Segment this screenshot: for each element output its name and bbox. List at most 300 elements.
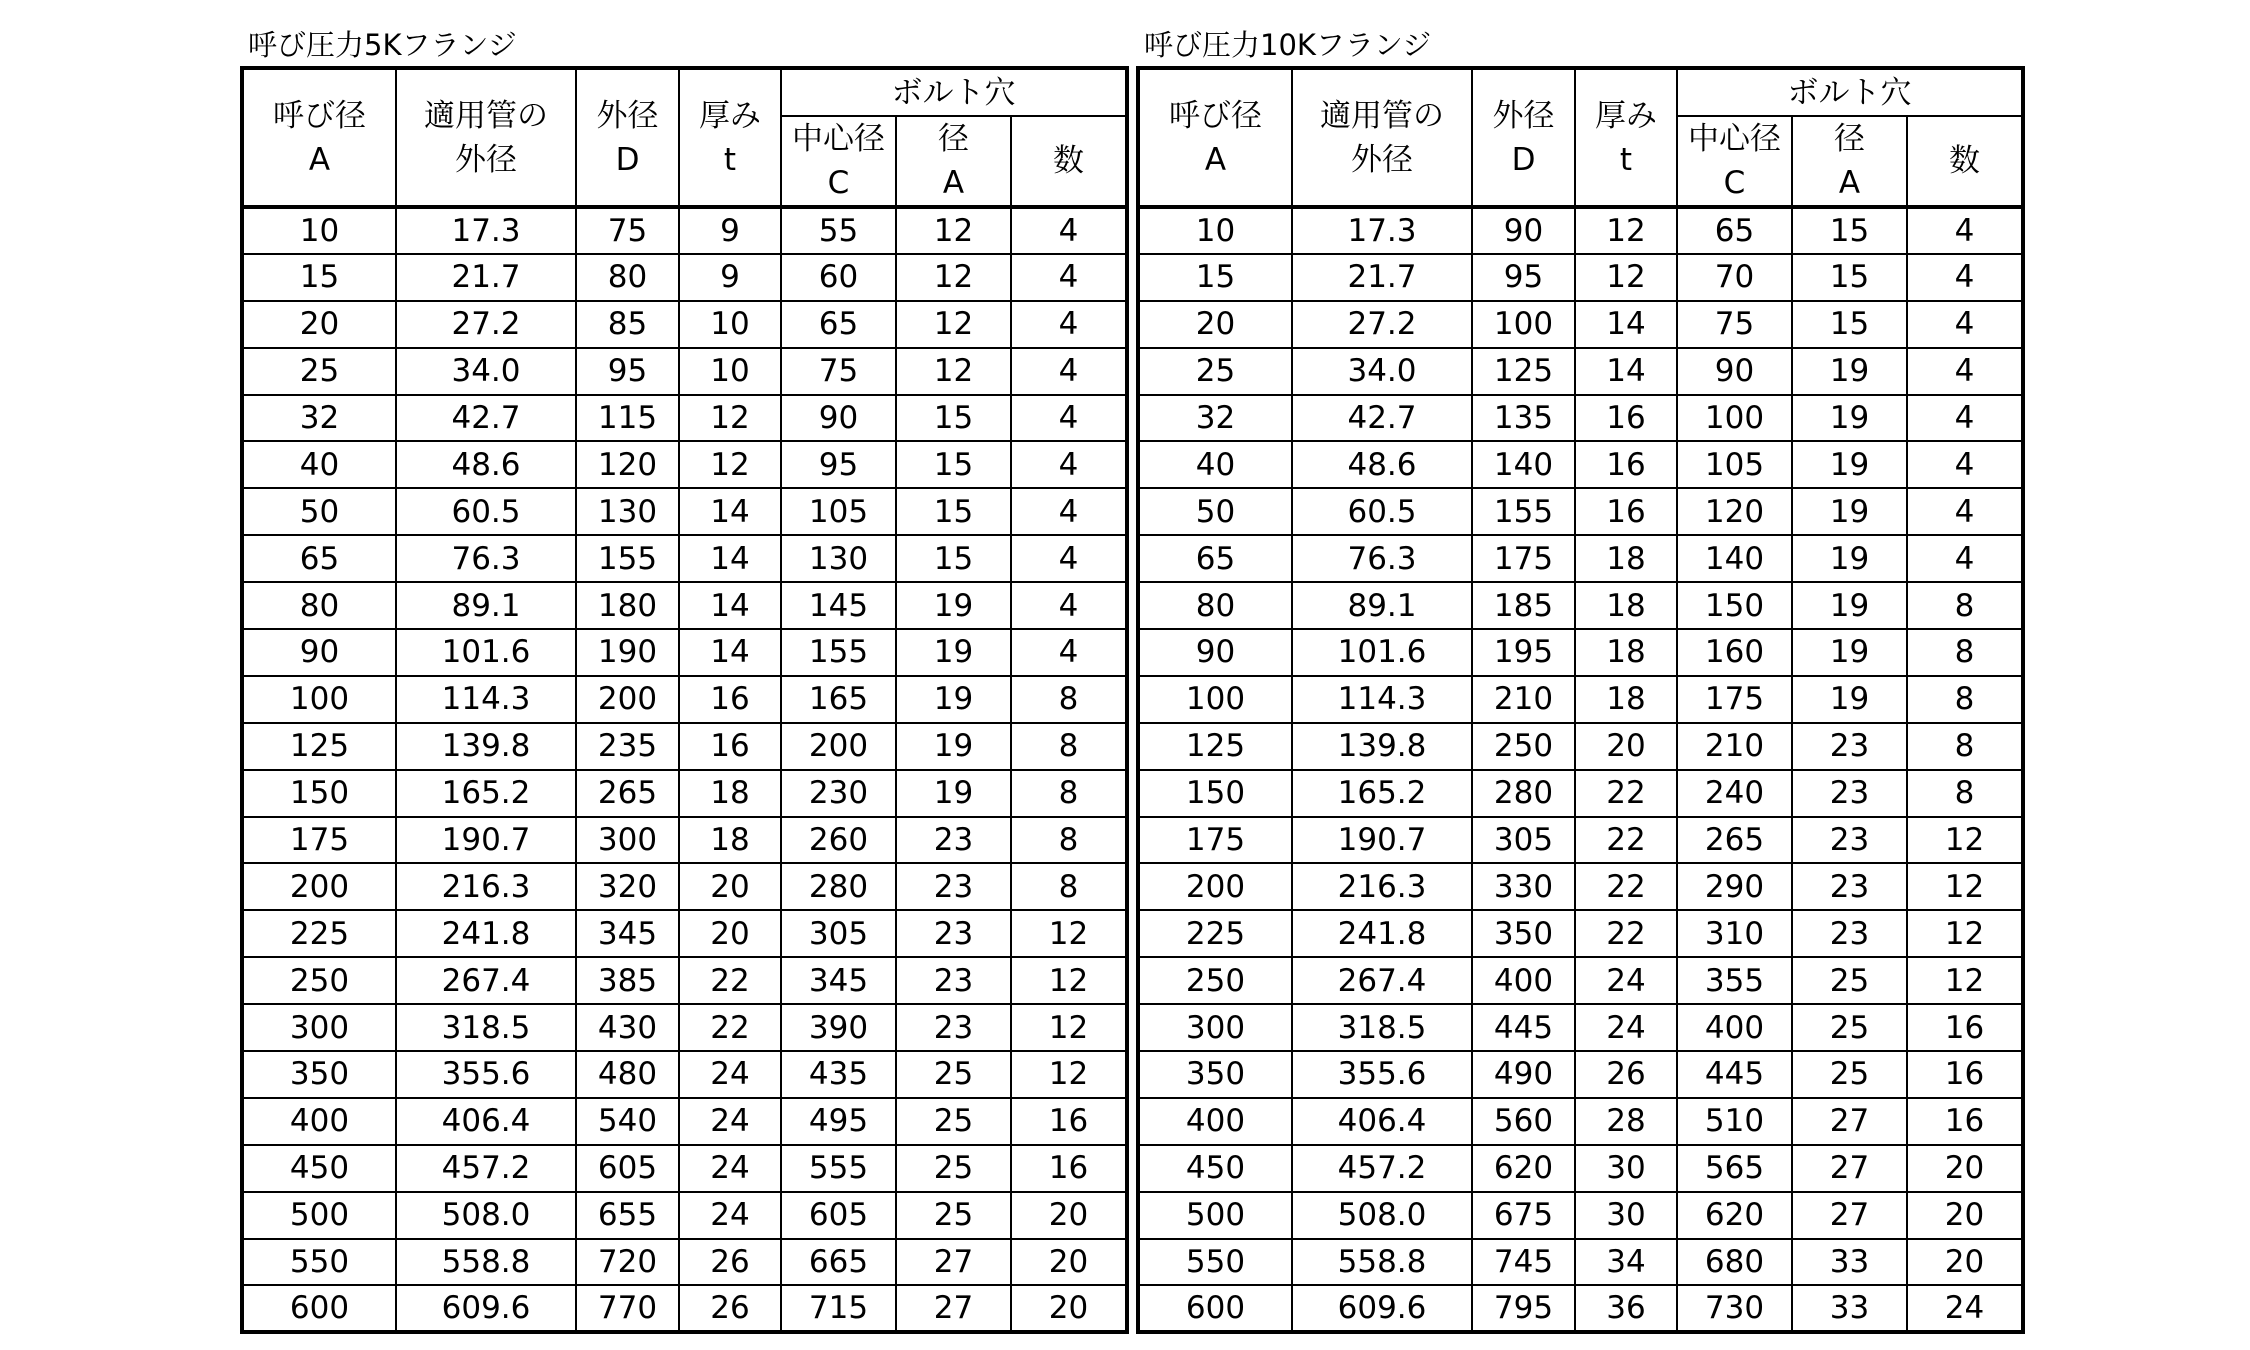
table-cell: 24 [1575,1004,1677,1051]
table-cell: 241.8 [1292,910,1472,957]
table-row [1138,1192,2023,1239]
table-cell: 300 [576,817,679,864]
table-cell: 8 [1907,770,2023,817]
table-cell: 130 [576,488,679,535]
table-cell: 8 [1011,817,1127,864]
table-cell: 50 [1138,488,1292,535]
table-row [1138,1239,2023,1286]
table-cell: 14 [679,629,781,676]
table-cell: 150 [1677,582,1792,629]
table-cell: 34.0 [1292,348,1472,395]
table-cell: 130 [781,535,896,582]
table-cell: 310 [1677,910,1792,957]
table-cell: 8 [1907,629,2023,676]
table-cell: 18 [1575,582,1677,629]
header-bolt-hole: ボルト穴 [781,68,1127,116]
table-cell: 4 [1011,535,1127,582]
table-cell: 27 [896,1285,1011,1332]
table-row [242,723,1127,770]
table-cell: 55 [781,207,896,254]
table-cell: 20 [242,301,396,348]
table-cell: 12 [896,207,1011,254]
table-cell: 290 [1677,863,1792,910]
table-cell: 25 [896,1145,1011,1192]
table-cell: 508.0 [1292,1192,1472,1239]
table-cell: 12 [1907,817,2023,864]
table-cell: 16 [1575,395,1677,442]
table-cell: 65 [781,301,896,348]
table-cell: 125 [242,723,396,770]
table-cell: 27.2 [1292,301,1472,348]
table-cell: 4 [1907,488,2023,535]
table-cell: 400 [1472,957,1575,1004]
table-cell: 350 [1472,910,1575,957]
table-cell: 8 [1011,676,1127,723]
table-cell: 42.7 [1292,395,1472,442]
table-cell: 76.3 [1292,535,1472,582]
table-cell: 80 [242,582,396,629]
table-cell: 8 [1011,770,1127,817]
table-row [1138,1145,2023,1192]
table-cell: 95 [781,441,896,488]
table-cell: 19 [1792,535,1907,582]
table-title-10k: 呼び圧力10Kフランジ [1144,28,1432,62]
table-cell: 19 [896,723,1011,770]
table-cell: 22 [679,1004,781,1051]
table-cell: 8 [1907,676,2023,723]
table-cell: 195 [1472,629,1575,676]
table-cell: 12 [896,348,1011,395]
table-cell: 345 [781,957,896,1004]
table-cell: 175 [1677,676,1792,723]
table-row [242,1285,1127,1332]
table-cell: 8 [1011,863,1127,910]
table-cell: 23 [1792,817,1907,864]
table-row [242,254,1127,301]
table-cell: 620 [1677,1192,1792,1239]
table-cell: 300 [242,1004,396,1051]
table-cell: 125 [1472,348,1575,395]
table-cell: 457.2 [396,1145,576,1192]
table-cell: 400 [242,1098,396,1145]
table-cell: 22 [1575,910,1677,957]
table-cell: 318.5 [396,1004,576,1051]
table-cell: 16 [1907,1051,2023,1098]
table-cell: 27 [1792,1145,1907,1192]
table-cell: 230 [781,770,896,817]
table-cell: 406.4 [1292,1098,1472,1145]
table-cell: 190.7 [396,817,576,864]
header-pipe-outer-diameter: 適用管の 外径 [396,68,576,207]
table-cell: 50 [242,488,396,535]
table-cell: 120 [1677,488,1792,535]
table-cell: 89.1 [1292,582,1472,629]
table-row [1138,957,2023,1004]
table-cell: 42.7 [396,395,576,442]
table-cell: 4 [1011,441,1127,488]
table-cell: 30 [1575,1145,1677,1192]
table-cell: 457.2 [1292,1145,1472,1192]
table-cell: 715 [781,1285,896,1332]
header-thickness: 厚み t [1575,68,1677,207]
table-cell: 16 [1011,1145,1127,1192]
table-cell: 140 [1472,441,1575,488]
table-cell: 89.1 [396,582,576,629]
table-cell: 14 [679,488,781,535]
table-cell: 20 [1907,1145,2023,1192]
header-bolt-count: 数 [1907,116,2023,207]
header-flange-outer-diameter: 外径 D [1472,68,1575,207]
table-cell: 4 [1907,535,2023,582]
table-cell: 620 [1472,1145,1575,1192]
table-row [1138,535,2023,582]
table-cell: 19 [1792,676,1907,723]
table-cell: 10 [1138,207,1292,254]
table-row [1138,863,2023,910]
table-cell: 60.5 [1292,488,1472,535]
table-cell: 390 [781,1004,896,1051]
table-cell: 80 [576,254,679,301]
table-cell: 400 [1677,1004,1792,1051]
table-cell: 15 [896,488,1011,535]
table-cell: 190.7 [1292,817,1472,864]
table-cell: 265 [576,770,679,817]
table-row [242,301,1127,348]
table-cell: 555 [781,1145,896,1192]
table-row [1138,1285,2023,1332]
table-cell: 15 [1792,207,1907,254]
table-cell: 23 [896,957,1011,1004]
table-cell: 18 [1575,629,1677,676]
table-cell: 90 [781,395,896,442]
table-cell: 12 [679,395,781,442]
table-cell: 23 [1792,863,1907,910]
table-row [242,1004,1127,1051]
table-cell: 18 [1575,535,1677,582]
table-cell: 19 [896,582,1011,629]
table-cell: 25 [242,348,396,395]
table-cell: 100 [1677,395,1792,442]
table-cell: 20 [1011,1192,1127,1239]
table-cell: 90 [1472,207,1575,254]
table-cell: 210 [1677,723,1792,770]
table-cell: 22 [1575,863,1677,910]
table-cell: 12 [1011,1051,1127,1098]
table-cell: 19 [1792,488,1907,535]
table-cell: 4 [1011,348,1127,395]
table-cell: 70 [1677,254,1792,301]
table-cell: 12 [896,254,1011,301]
table-row [242,535,1127,582]
table-cell: 216.3 [1292,863,1472,910]
table-cell: 139.8 [1292,723,1472,770]
table-cell: 23 [1792,723,1907,770]
table-cell: 100 [242,676,396,723]
table-row [242,488,1127,535]
flange-table-10k [1136,66,2025,1334]
header-bolt-hole-diameter: 径 A [1792,116,1907,207]
table-cell: 23 [1792,910,1907,957]
table-cell: 19 [1792,395,1907,442]
table-cell: 19 [1792,629,1907,676]
table-cell: 32 [1138,395,1292,442]
table-cell: 508.0 [396,1192,576,1239]
table-cell: 770 [576,1285,679,1332]
table-cell: 665 [781,1239,896,1286]
table-cell: 540 [576,1098,679,1145]
table-cell: 385 [576,957,679,1004]
table-cell: 4 [1011,488,1127,535]
table-cell: 180 [576,582,679,629]
table-cell: 745 [1472,1239,1575,1286]
table-cell: 200 [1138,863,1292,910]
table-cell: 16 [1907,1004,2023,1051]
table-row [242,910,1127,957]
table-cell: 120 [576,441,679,488]
table-cell: 165.2 [1292,770,1472,817]
table-cell: 21.7 [396,254,576,301]
table-cell: 4 [1907,254,2023,301]
table-cell: 430 [576,1004,679,1051]
table-cell: 450 [1138,1145,1292,1192]
header-bolt-hole-diameter: 径 A [896,116,1011,207]
table-cell: 36 [1575,1285,1677,1332]
table-cell: 655 [576,1192,679,1239]
table-cell: 27 [896,1239,1011,1286]
table-row [1138,582,2023,629]
table-cell: 280 [1472,770,1575,817]
table-cell: 24 [679,1051,781,1098]
table-cell: 600 [242,1285,396,1332]
table-cell: 16 [679,676,781,723]
table-cell: 125 [1138,723,1292,770]
table-cell: 435 [781,1051,896,1098]
table-cell: 140 [1677,535,1792,582]
table-row [1138,348,2023,395]
table-cell: 400 [1138,1098,1292,1145]
table-cell: 14 [1575,301,1677,348]
table-cell: 16 [1011,1098,1127,1145]
table-cell: 320 [576,863,679,910]
table-cell: 65 [242,535,396,582]
table-cell: 20 [1575,723,1677,770]
table-cell: 40 [1138,441,1292,488]
table-cell: 105 [1677,441,1792,488]
table-cell: 90 [1677,348,1792,395]
table-cell: 12 [896,301,1011,348]
table-cell: 28 [1575,1098,1677,1145]
table-cell: 210 [1472,676,1575,723]
table-cell: 100 [1472,301,1575,348]
table-row [1138,723,2023,770]
table-row [1138,770,2023,817]
table-title-5k: 呼び圧力5Kフランジ [248,28,517,62]
table-cell: 9 [679,254,781,301]
table-row [242,676,1127,723]
table-body-10k [1138,207,2023,1332]
table-cell: 75 [576,207,679,254]
table-cell: 4 [1011,254,1127,301]
table-cell: 480 [576,1051,679,1098]
table-cell: 235 [576,723,679,770]
table-row [1138,1098,2023,1145]
table-cell: 114.3 [396,676,576,723]
table-cell: 200 [781,723,896,770]
header-flange-outer-diameter: 外径 D [576,68,679,207]
table-row [1138,395,2023,442]
table-row [1138,1004,2023,1051]
table-cell: 19 [1792,582,1907,629]
table-cell: 12 [1011,910,1127,957]
table-cell: 25 [896,1192,1011,1239]
table-cell: 4 [1011,582,1127,629]
table-row [242,582,1127,629]
table-row [1138,1051,2023,1098]
header-thickness: 厚み t [679,68,781,207]
table-cell: 795 [1472,1285,1575,1332]
table-cell: 26 [679,1285,781,1332]
table-cell: 24 [679,1192,781,1239]
table-cell: 600 [1138,1285,1292,1332]
table-cell: 115 [576,395,679,442]
table-row [242,348,1127,395]
table-cell: 20 [1138,301,1292,348]
table-cell: 34 [1575,1239,1677,1286]
table-row [242,395,1127,442]
table-cell: 250 [1138,957,1292,1004]
table-cell: 65 [1138,535,1292,582]
flange-5k-panel [240,24,1125,1334]
table-cell: 17.3 [396,207,576,254]
table-cell: 165.2 [396,770,576,817]
table-cell: 10 [679,348,781,395]
table-cell: 12 [1575,254,1677,301]
table-cell: 350 [1138,1051,1292,1098]
table-cell: 18 [1575,676,1677,723]
table-cell: 15 [896,395,1011,442]
table-cell: 90 [1138,629,1292,676]
table-cell: 25 [1792,1051,1907,1098]
table-cell: 12 [1907,957,2023,1004]
table-cell: 27.2 [396,301,576,348]
table-cell: 114.3 [1292,676,1472,723]
table-cell: 4 [1907,301,2023,348]
table-row [242,1098,1127,1145]
table-cell: 280 [781,863,896,910]
table-cell: 27 [1792,1192,1907,1239]
table-cell: 350 [242,1051,396,1098]
table-cell: 267.4 [1292,957,1472,1004]
table-cell: 241.8 [396,910,576,957]
table-cell: 105 [781,488,896,535]
table-cell: 16 [1575,488,1677,535]
table-cell: 4 [1011,207,1127,254]
table-cell: 48.6 [396,441,576,488]
table-cell: 14 [679,535,781,582]
table-cell: 33 [1792,1239,1907,1286]
table-cell: 95 [1472,254,1575,301]
header-bolt-hole: ボルト穴 [1677,68,2023,116]
table-cell: 12 [1575,207,1677,254]
table-cell: 175 [1472,535,1575,582]
table-cell: 605 [781,1192,896,1239]
table-row [1138,207,2023,254]
table-cell: 15 [896,441,1011,488]
table-cell: 34.0 [396,348,576,395]
table-cell: 155 [576,535,679,582]
table-cell: 225 [1138,910,1292,957]
table-cell: 24 [679,1098,781,1145]
table-cell: 23 [896,863,1011,910]
table-cell: 12 [1011,1004,1127,1051]
table-cell: 15 [1138,254,1292,301]
table-cell: 16 [679,723,781,770]
table-cell: 24 [679,1145,781,1192]
table-cell: 8 [1907,582,2023,629]
table-cell: 25 [896,1051,1011,1098]
table-row [242,207,1127,254]
table-row [242,1051,1127,1098]
table-cell: 200 [242,863,396,910]
table-cell: 450 [242,1145,396,1192]
table-row [1138,676,2023,723]
table-cell: 305 [781,910,896,957]
table-cell: 30 [1575,1192,1677,1239]
table-cell: 300 [1138,1004,1292,1051]
table-cell: 490 [1472,1051,1575,1098]
table-row [242,770,1127,817]
table-cell: 12 [679,441,781,488]
table-cell: 22 [1575,770,1677,817]
table-cell: 90 [242,629,396,676]
table-cell: 355.6 [396,1051,576,1098]
table-cell: 20 [679,863,781,910]
table-cell: 95 [576,348,679,395]
table-cell: 680 [1677,1239,1792,1286]
table-cell: 12 [1907,910,2023,957]
table-cell: 720 [576,1239,679,1286]
table-row [1138,254,2023,301]
table-cell: 355.6 [1292,1051,1472,1098]
table-cell: 22 [1575,817,1677,864]
table-cell: 26 [679,1239,781,1286]
table-row [242,1145,1127,1192]
table-cell: 330 [1472,863,1575,910]
table-cell: 25 [896,1098,1011,1145]
table-cell: 560 [1472,1098,1575,1145]
table-cell: 4 [1907,441,2023,488]
table-row [242,863,1127,910]
table-cell: 155 [1472,488,1575,535]
table-cell: 4 [1907,207,2023,254]
table-cell: 15 [242,254,396,301]
table-cell: 305 [1472,817,1575,864]
table-row [242,629,1127,676]
table-cell: 250 [242,957,396,1004]
table-cell: 25 [1792,957,1907,1004]
table-cell: 25 [1792,1004,1907,1051]
table-cell: 80 [1138,582,1292,629]
table-cell: 40 [242,441,396,488]
table-cell: 4 [1011,629,1127,676]
table-cell: 4 [1907,395,2023,442]
table-cell: 445 [1677,1051,1792,1098]
table-cell: 175 [1138,817,1292,864]
table-cell: 558.8 [396,1239,576,1286]
table-cell: 565 [1677,1145,1792,1192]
table-cell: 26 [1575,1051,1677,1098]
table-cell: 18 [679,817,781,864]
